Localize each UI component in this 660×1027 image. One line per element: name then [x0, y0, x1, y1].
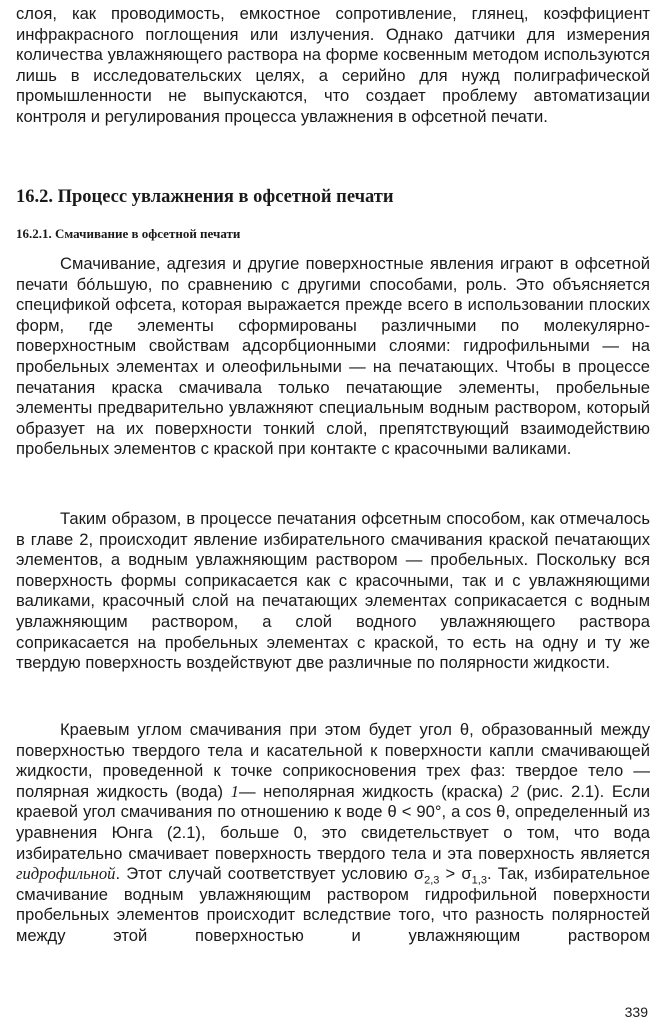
p3-subscript-2: 1,3: [471, 874, 487, 887]
p3-text-a: Краевым углом смачивания при этом будет угол θ, образованный между поверхностью твердого тела и касательной к поверхности капли смачивающей жидкости, проведенной к точке соприкосновения трех фаз: твердое тело — полярная жидкость (вода): [16, 720, 650, 801]
p3-liquid-number-2: 2: [510, 781, 519, 801]
p3-text-d: . Этот случай соответствует условию σ: [115, 864, 425, 884]
p3-text-f: . Так, избирательное смачивание водным увлажняющим раствором гидрофильной поверхности пробельных элементов происходит вследствие того, что разность полярностей между этой поверхностью и увлажняющим раствором: [16, 864, 650, 945]
paragraph-selective-wetting: Таким образом, в процессе печатания офсетным способом, как отмечалось в главе 2, происходит явление избирательного смачивания краской печатающих элементов, а водным увлажняющим раствором — пробельных. Поскольку вся поверхность формы соприкасается как с красочными, так и с увлажняющими валиками, красочный слой на печатающих элементах соприкасается с водным увлажняющим раствором, а слой водного увлажняющего раствора соприкасается на пробельных элементах с краской, то есть на одну и ту же твердую поверхность воздействуют две различные по полярности жидкости.: [16, 509, 650, 673]
p3-text-e: > σ: [439, 864, 472, 884]
p3-liquid-number-1: 1: [230, 781, 239, 801]
p3-subscript-1: 2,3: [424, 874, 440, 887]
page-number: 339: [624, 1004, 648, 1020]
p3-term-hydrophilic: гидрофильной: [16, 864, 116, 884]
subsection-heading: 16.2.1. Смачивание в офсетной печати: [16, 226, 241, 241]
paragraph-contact-angle: [16, 720, 650, 1002]
paragraph-wetting: Смачивание, адгезия и другие поверхностные явления играют в офсетной печати бóльшую, по сравнению с другими способами, роль. Это объясняется спецификой офсета, которая выражается прежде всего в использовании плоских форм, где элементы сформированы различными по молекулярно-поверхностным свойствам адсорбционными слоями: гидрофильными — на пробельных элементах и олеофильными — на печатающих. Чтобы в процессе печатания краска смачивала только печатающие элементы, пробельные элементы предварительно увлажняют специальным водным раствором, который образует на их поверхности тонкий слой, препятствующий взаимодействию пробельных элементов с краской при контакте с красочными валиками.: [16, 254, 650, 459]
p3-text-c: (рис. 2.1). Если краевой угол смачивания по отношению к воде θ < 90°, а cos θ, определенный из уравнения Юнга (2.1), больше 0, это свидетельствует о том, что вода избирательно смачивает поверхность твердого тела и эта поверхность является: [16, 781, 650, 863]
intro-paragraph: слоя, как проводимость, емкостное сопротивление, глянец, коэффициент инфракрасного поглощения или излучения. Однако датчики для измерения количества увлажняющего раствора на форме косвенным методом используются лишь в исследовательских целях, а серийно для нужд полиграфической промышленности не выпускаются, что создает проблему автоматизации контроля и регулирования процесса увлажнения в офсетной печати.: [16, 4, 650, 126]
section-heading: 16.2. Процесс увлажнения в офсетной печати: [16, 187, 394, 207]
p3-text-b: — неполярная жидкость (краска): [238, 781, 511, 801]
